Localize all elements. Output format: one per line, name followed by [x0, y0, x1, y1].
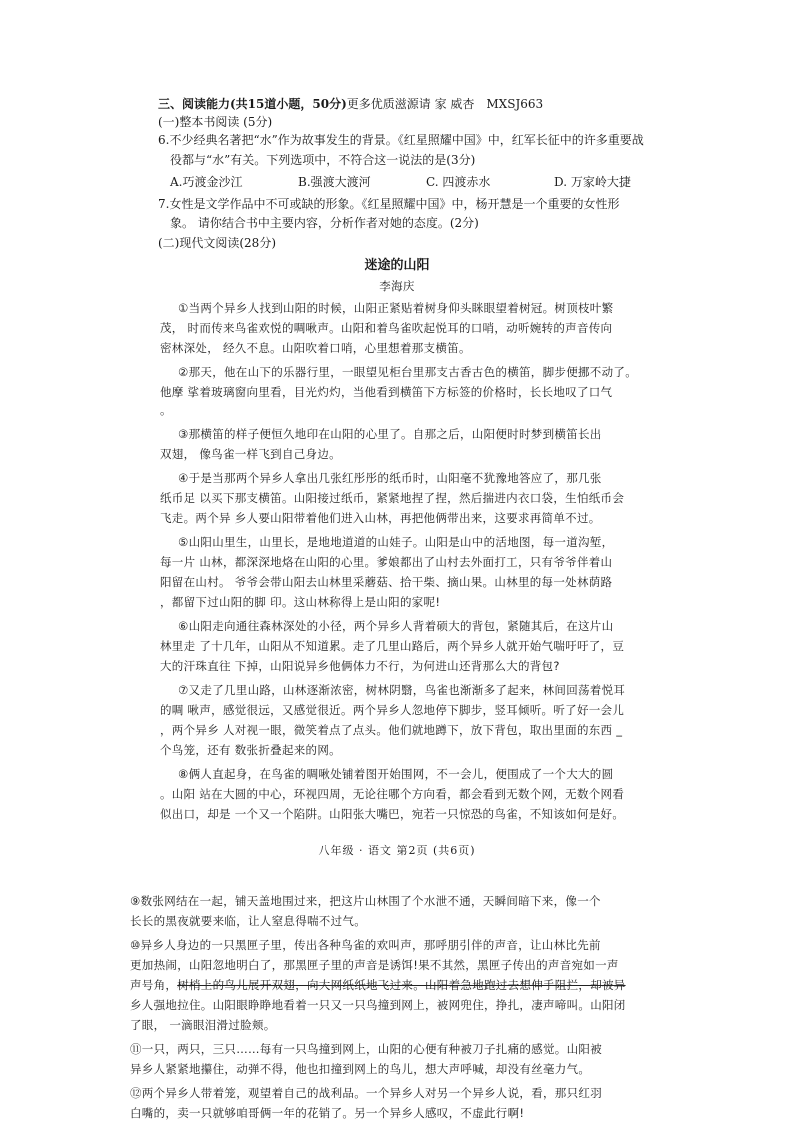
- paragraph-line: 了眼， 一滴眼泪滑过脸颊。: [130, 1018, 276, 1032]
- paragraph-line: 每一片 山林，都深深地烙在山阳的心里。爹娘都出了山村去外面打工，只有爷爷伴着山: [160, 555, 613, 569]
- paragraph-line: ⑥山阳走向通往森林深处的小径，两个异乡人背着硕大的背包，紧随其后，在这片山: [178, 619, 614, 633]
- paragraph-line: 的啁 啾声，感觉很远，又感觉很近。两个异乡人忽地停下脚步，竖耳倾听。听了好一会儿: [160, 703, 625, 717]
- page-footer: 八年级 · 语文 第2页 (共6页): [318, 844, 476, 857]
- question-6-line2: 役都与“水”有关。下列选项中，不符合这一说法的是(3分): [170, 153, 476, 167]
- part2-heading: (二)现代文阅读(28分): [158, 236, 276, 250]
- paragraph-line: ⑩异乡人身边的一只黑匣子里，传出各种鸟雀的欢叫声，那呼朋引伴的声音，让山林比先前: [130, 938, 601, 952]
- struck-text: 树梢上的鸟儿展开双翅，向大网纸纸地飞过来。山阳着急地跑过去想伸手阻拦，却被异: [177, 978, 626, 992]
- paragraph-line: [130, 977, 626, 993]
- paragraph-line: ⑧俩人直起身，在鸟雀的啁啾处铺着图开始围网，不一会儿，便围成了一个大大的圆: [178, 767, 614, 781]
- paragraph-line: ⑤山阳山里生，山里长，是地地道道的山娃子。山阳是山中的活地图，每一道沟堑，: [178, 535, 614, 549]
- paragraph-line: 飞走。两个异 乡人要山阳带着他们进入山林，再把他俩带出来，这要求再简单不过。: [160, 511, 601, 525]
- section-heading-text: 三、阅读能力(共15道小题，50分): [158, 97, 347, 111]
- option-b: B.强渡大渡河: [298, 175, 371, 189]
- paragraph-line: 个鸟笼，还有 数张折叠起来的网。: [160, 743, 341, 757]
- paragraph-line: ⑦又走了几里山路，山林逐渐浓密，树林阴翳，鸟雀也渐渐多了起来，林间回荡着悦耳: [178, 683, 626, 697]
- paragraph-line: 密林深处， 经久不息。山阳吹着口哨，心里想着那支横笛。: [160, 341, 471, 355]
- question-6-line1: 6.不少经典名著把“水”作为故事发生的背景。《红星照耀中国》中，红军长征中的许多重要战: [158, 133, 644, 147]
- question-7-line2: 象。 请你结合书中主要内容，分析作者对她的态度。(2分): [170, 216, 479, 230]
- paragraph-line: ，两个异乡 人对视一眼，微笑着点了点头。他们就地蹲下，放下背包，取出里面的东西 _: [160, 723, 623, 737]
- article-title: 迷途的山阳: [364, 258, 430, 273]
- paragraph-line: 双翅， 像鸟雀一样飞到自己身边。: [160, 447, 341, 461]
- paragraph-line: 似出口，却是 一个又一个陷阱。山阳张大嘴巴，宛若一只惊恐的鸟雀，不知该如何是好。: [160, 807, 625, 821]
- paragraph-line: 茂， 时而传来鸟雀欢悦的啁啾声。山阳和着鸟雀吹起悦耳的口哨，动听婉转的声音传向: [160, 321, 613, 335]
- section-heading-extra: 更多优质滋源请 家 威杏 MXSJ663: [346, 97, 544, 111]
- article-author: 李海庆: [379, 279, 415, 293]
- part1-heading: (一)整本书阅读 (5分): [158, 115, 273, 129]
- paragraph-line: 阳留在山村。 爷爷会带山阳去山林里采蘑菇、拾干柴、摘山果。山林里的每一处林荫路: [160, 575, 613, 589]
- paragraph-line: 长长的黑夜就要来临，让人窒息得喘不过气。: [130, 914, 366, 928]
- paragraph-line: ⑨数张网结在一起，铺天盖地围过来，把这片山林围了个水泄不通，天瞬间暗下来，像一个: [130, 894, 601, 908]
- paragraph-line: 纸币足 以买下那支横笛。山阳接过纸币，紧紧地捏了捏，然后揣进内衣口袋，生怕纸币会: [160, 491, 625, 505]
- option-a: A.巧渡金沙江: [170, 175, 243, 189]
- paragraph-segment: 声号角，: [130, 978, 178, 992]
- paragraph-line: ②那天，他在山下的乐器行里，一眼望见柜台里那支古香古色的横笛，脚步便挪不动了。: [178, 365, 638, 379]
- paragraph-line: ④于是当那两个异乡人拿出几张红彤彤的纸币时，山阳毫不犹豫地答应了，那几张: [178, 471, 602, 485]
- question-7-line1: 7.女性是文学作品中不可或缺的形象。《红星照耀中国》中，杨开慧是一个重要的女性形: [158, 197, 620, 211]
- paragraph-line: 林里走 了十几年，山阳从不知道累。走了几里山路后，两个异乡人就开始气喘吁吁了，豆: [160, 639, 625, 653]
- paragraph-line: 白嘴的，卖一只就够咱哥俩一年的花销了。另一个异乡人感叹，不虚此行啊!: [130, 1106, 525, 1120]
- paragraph-line: 大的汗珠直往 下掉，山阳说异乡他俩体力不行，为何进山还背那么大的背包?: [160, 659, 560, 673]
- paragraph-line: 更加热闹，山阳忽地明白了，那黑匣子里的声音是诱饵!果不其然，黑匣子传出的声音宛如一声: [130, 958, 619, 972]
- paragraph-line: ，都留下过山阳的脚 印。这山林称得上是山阳的家呢!: [160, 595, 441, 609]
- paragraph-line: ⑫两个异乡人带着笼，观望着自己的战利品。一个异乡人对另一个异乡人说，看，那只红羽: [130, 1086, 602, 1100]
- paragraph-line: ③那横笛的样子便恒久地印在山阳的心里了。自那之后，山阳便时时梦到横笛长出: [178, 427, 602, 441]
- section-heading: [158, 96, 543, 112]
- option-d: D. 万家岭大捷: [554, 175, 631, 189]
- paragraph-line: 他摩 挲着玻璃窗向里看，目光灼灼，当他看到横笛下方标签的价格时，长长地叹了口气: [160, 385, 613, 399]
- question-6-options: [170, 174, 682, 190]
- paragraph-line: 异乡人紧紧地攥住，动弹不得，他也扣撞到网上的鸟儿，想大声呼喊，却没有丝毫力气。: [130, 1062, 591, 1076]
- paragraph-line: ①当两个异乡人找到山阳的时候，山阳正紧贴着树身仰头眯眼望着树冠。树顶枝叶繁: [178, 301, 614, 315]
- paragraph-line: ⑪一只，两只，三只……每有一只鸟撞到网上，山阳的心便有种被刀子扎痛的感觉。山阳被: [130, 1042, 602, 1056]
- paragraph-line: 。山阳 站在大圆的中心，环视四周，无论往哪个方向看，都会看到无数个网，无数个网看: [160, 787, 625, 801]
- option-c: C. 四渡赤水: [426, 175, 491, 189]
- paragraph-line: 乡人强地拉住。山阳眼睁睁地看着一只又一只鸟撞到网上，被网兜住，挣扎，凄声啼叫。山阳闭: [130, 998, 626, 1012]
- paragraph-line: 。: [160, 403, 172, 417]
